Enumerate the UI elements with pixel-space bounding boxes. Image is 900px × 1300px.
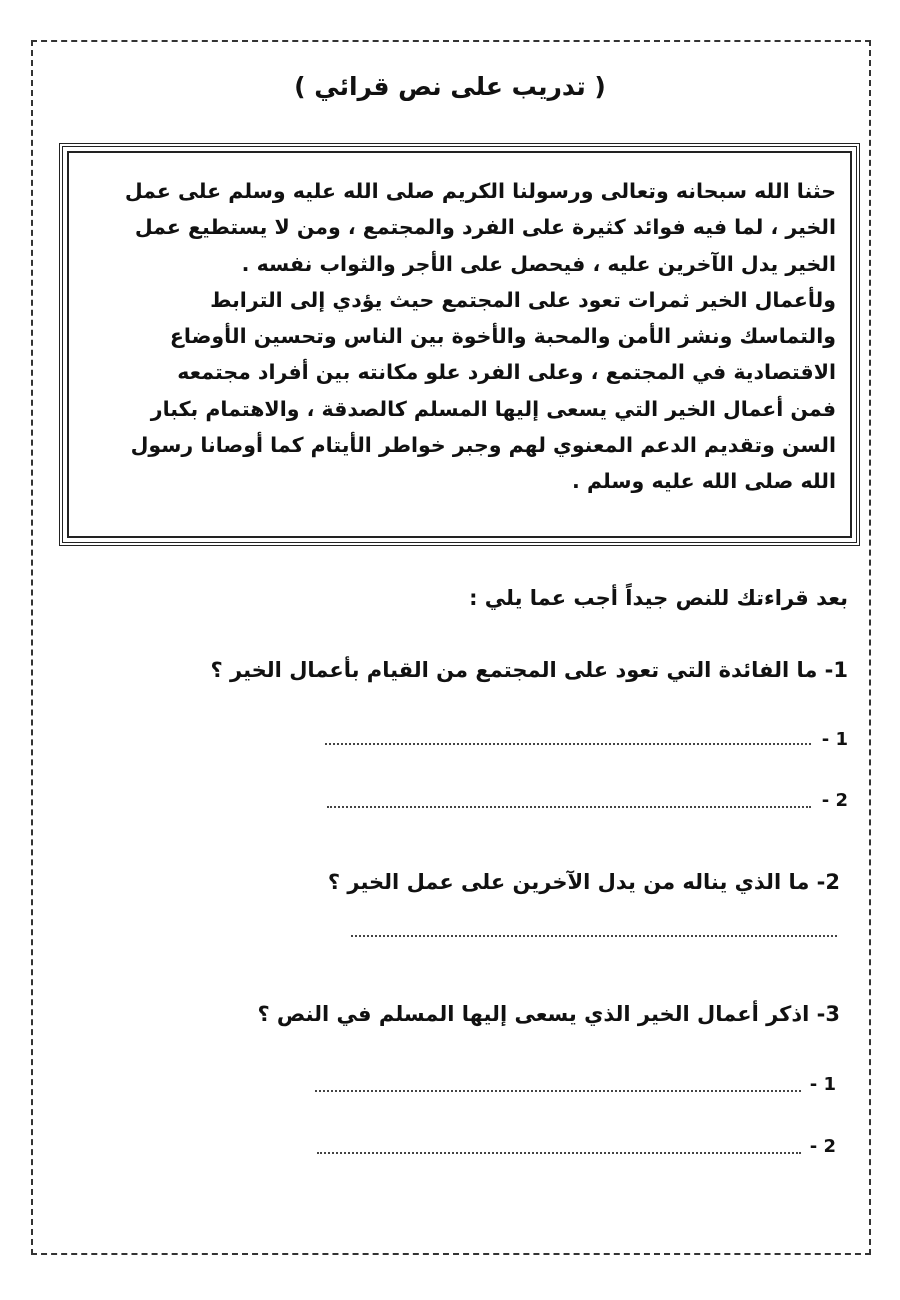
answer-number: 1 - — [821, 729, 848, 750]
reading-passage — [67, 151, 852, 538]
answer-number: 2 - — [821, 790, 848, 811]
instruction-text: بعد قراءتك للنص جيداً أجب عما يلي : — [469, 586, 848, 610]
passage-line: حثنا الله سبحانه وتعالى ورسولنا الكريم صلى الله عليه وسلم على عمل — [124, 179, 836, 203]
answer-line-q3-2[interactable] — [317, 1152, 801, 1154]
question-2: 2- ما الذي يناله من يدل الآخرين على عمل الخير ؟ — [327, 870, 840, 894]
passage-line: والتماسك ونشر الأمن والمحبة والأخوة بين الناس وتحسين الأوضاع — [169, 324, 836, 349]
passage-line: الله صلى الله عليه وسلم . — [572, 469, 836, 494]
answer-line-q1-1[interactable] — [325, 743, 811, 745]
passage-line: الخير يدل الآخرين عليه ، فيحصل على الأجر والثواب نفسه . — [241, 251, 836, 276]
reading-passage-box — [59, 143, 860, 546]
answer-line-q2[interactable] — [351, 935, 837, 937]
answer-line-q1-2[interactable] — [327, 806, 811, 808]
passage-line: السن وتقديم الدعم المعنوي لهم وجبر خواطر الأيتام كما أوصانا رسول — [130, 433, 836, 458]
passage-line: ولأعمال الخير ثمرات تعود على المجتمع حيث يؤدي إلى الترابط — [210, 287, 836, 312]
worksheet-title: ( تدريب على نص قرائي ) — [294, 72, 606, 101]
passage-line: فمن أعمال الخير التي يسعى إليها المسلم كالصدقة ، والاهتمام بكبار — [150, 396, 836, 421]
passage-line: الاقتصادية في المجتمع ، وعلى الفرد علو مكانته بين أفراد مجتمعه — [177, 360, 836, 385]
question-3: 3- اذكر أعمال الخير الذي يسعى إليها المسلم في النص ؟ — [257, 1002, 840, 1026]
answer-line-q3-1[interactable] — [315, 1090, 801, 1092]
answer-number: 1 - — [809, 1074, 836, 1095]
question-1: 1- ما الفائدة التي تعود على المجتمع من القيام بأعمال الخير ؟ — [210, 658, 848, 682]
answer-number: 2 - — [809, 1136, 836, 1157]
passage-line: الخير ، لما فيه فوائد كثيرة على الفرد والمجتمع ، ومن لا يستطيع عمل — [134, 215, 836, 240]
